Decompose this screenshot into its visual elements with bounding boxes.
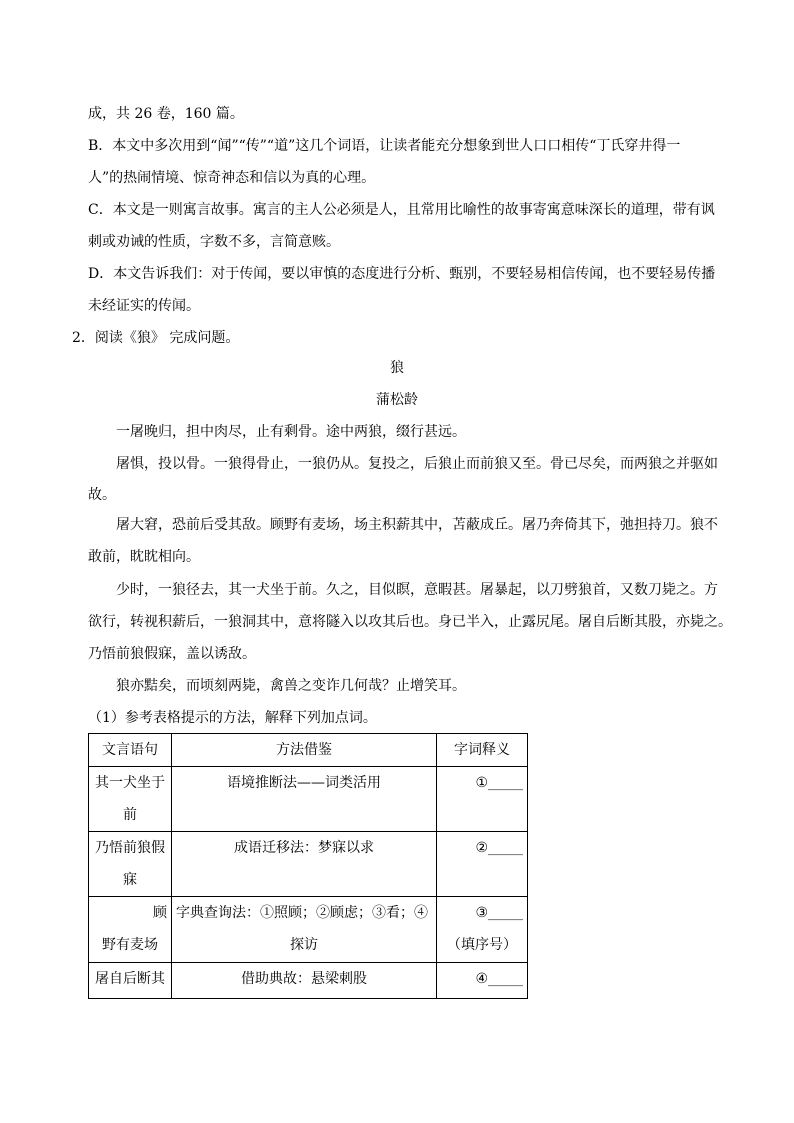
table-header-row <box>89 734 528 767</box>
option-c-line2: 刺或劝诫的性质，字数不多，言简意赅。 <box>88 234 340 250</box>
option-a-continuation: 成，共 26 卷，160 篇。 <box>88 106 244 122</box>
table-row <box>89 832 528 897</box>
table-row <box>89 963 528 999</box>
sentence-cell <box>89 832 172 897</box>
option-c-line1: C．本文是一则寓言故事。寓言的主人公必须是人，且常用比喻性的故事寄寓意味深长的道理，带有讽 <box>88 202 715 218</box>
sentence-text-cont: 野有麦场 <box>102 937 158 953</box>
table-row <box>89 767 528 832</box>
sub-question-1: （1）参考表格提示的方法，解释下列加点词。 <box>88 710 377 726</box>
method-cell: 成语迁移法：梦寐以求 <box>172 832 437 897</box>
paragraph-1: 一屠晚归，担中肉尽，止有剩骨。途中两狼，缀行甚远。 <box>116 424 466 440</box>
sentence-cell <box>89 897 172 963</box>
paragraph-2-line2: 故。 <box>88 487 116 503</box>
paragraph-5: 狼亦黠矣，而顷刻两毙，禽兽之变诈几何哉？止增笑耳。 <box>116 678 466 694</box>
answer-cell[interactable] <box>437 832 528 897</box>
method-cell: 借助典故：悬梁刺股 <box>172 963 437 999</box>
answer-cell[interactable] <box>437 767 528 832</box>
method-cell: 语境推断法——词类活用 <box>172 767 437 832</box>
method-text: 字典查询法：①照顾；②顾虑；③看；④ <box>176 905 428 921</box>
header-method: 方法借鉴 <box>172 734 437 767</box>
option-d-line2: 未经证实的传闻。 <box>88 298 200 314</box>
vocabulary-table <box>88 733 528 999</box>
table-row <box>89 897 528 963</box>
paragraph-3-line1: 屠大窘，恐前后受其敌。顾野有麦场，场主积薪其中，苫蔽成丘。屠乃奔倚其下，弛担持刀。狼不 <box>116 517 718 533</box>
paragraph-3-line2: 敢前，眈眈相向。 <box>88 549 200 565</box>
paragraph-4-line2: 欲行，转视积薪后，一狼洞其中，意将隧入以攻其后也。身已半入，止露尻尾。屠自后断其股，亦毙之。 <box>88 614 732 630</box>
sentence-text: 其一犬坐于 <box>95 775 165 791</box>
answer-blank[interactable]: ③_____ <box>475 905 523 921</box>
answer-cell[interactable] <box>437 897 528 963</box>
answer-cell[interactable] <box>437 963 528 999</box>
paragraph-4-line3: 乃悟前狼假寐，盖以诱敌。 <box>88 646 256 662</box>
answer-blank[interactable]: ④_____ <box>475 971 523 987</box>
method-text-cont: 探访 <box>290 937 318 953</box>
header-meaning: 字词释义 <box>437 734 528 767</box>
poem-author: 蒲松龄 <box>376 392 418 408</box>
paragraph-4-line1: 少时，一狼径去，其一犬坐于前。久之，目似瞑，意暇甚。屠暴起，以刀劈狼首，又数刀毙之。方 <box>116 582 718 598</box>
method-cell <box>172 897 437 963</box>
answer-hint: （填序号） <box>447 937 517 953</box>
answer-blank[interactable]: ①_____ <box>475 775 523 791</box>
sentence-text-cont: 寐 <box>123 872 137 888</box>
option-b-line2: 人”的热闹情境、惊奇神态和信以为真的心理。 <box>88 170 376 186</box>
option-b-line1: B．本文中多次用到“闻”“传”“道”这几个词语，让读者能充分想象到世人口口相传“丁氏穿井得一 <box>88 138 681 154</box>
answer-blank[interactable]: ②_____ <box>475 840 523 856</box>
sentence-text: 顾 <box>153 905 167 921</box>
paragraph-2-line1: 屠惧，投以骨。一狼得骨止，一狼仍从。复投之，后狼止而前狼又至。骨已尽矣，而两狼之并驱如 <box>116 456 718 472</box>
sentence-text: 乃悟前狼假 <box>95 840 165 856</box>
sentence-cell: 屠自后断其 <box>89 963 172 999</box>
option-d-line1: D．本文告诉我们：对于传闻，要以审慎的态度进行分析、甄别，不要轻易相信传闻，也不要轻易传播 <box>88 266 716 282</box>
question-2-heading: 2．阅读《狼》 完成问题。 <box>72 330 240 346</box>
header-sentence: 文言语句 <box>89 734 172 767</box>
poem-title: 狼 <box>390 360 404 376</box>
sentence-text-cont: 前 <box>123 807 137 823</box>
sentence-cell <box>89 767 172 832</box>
